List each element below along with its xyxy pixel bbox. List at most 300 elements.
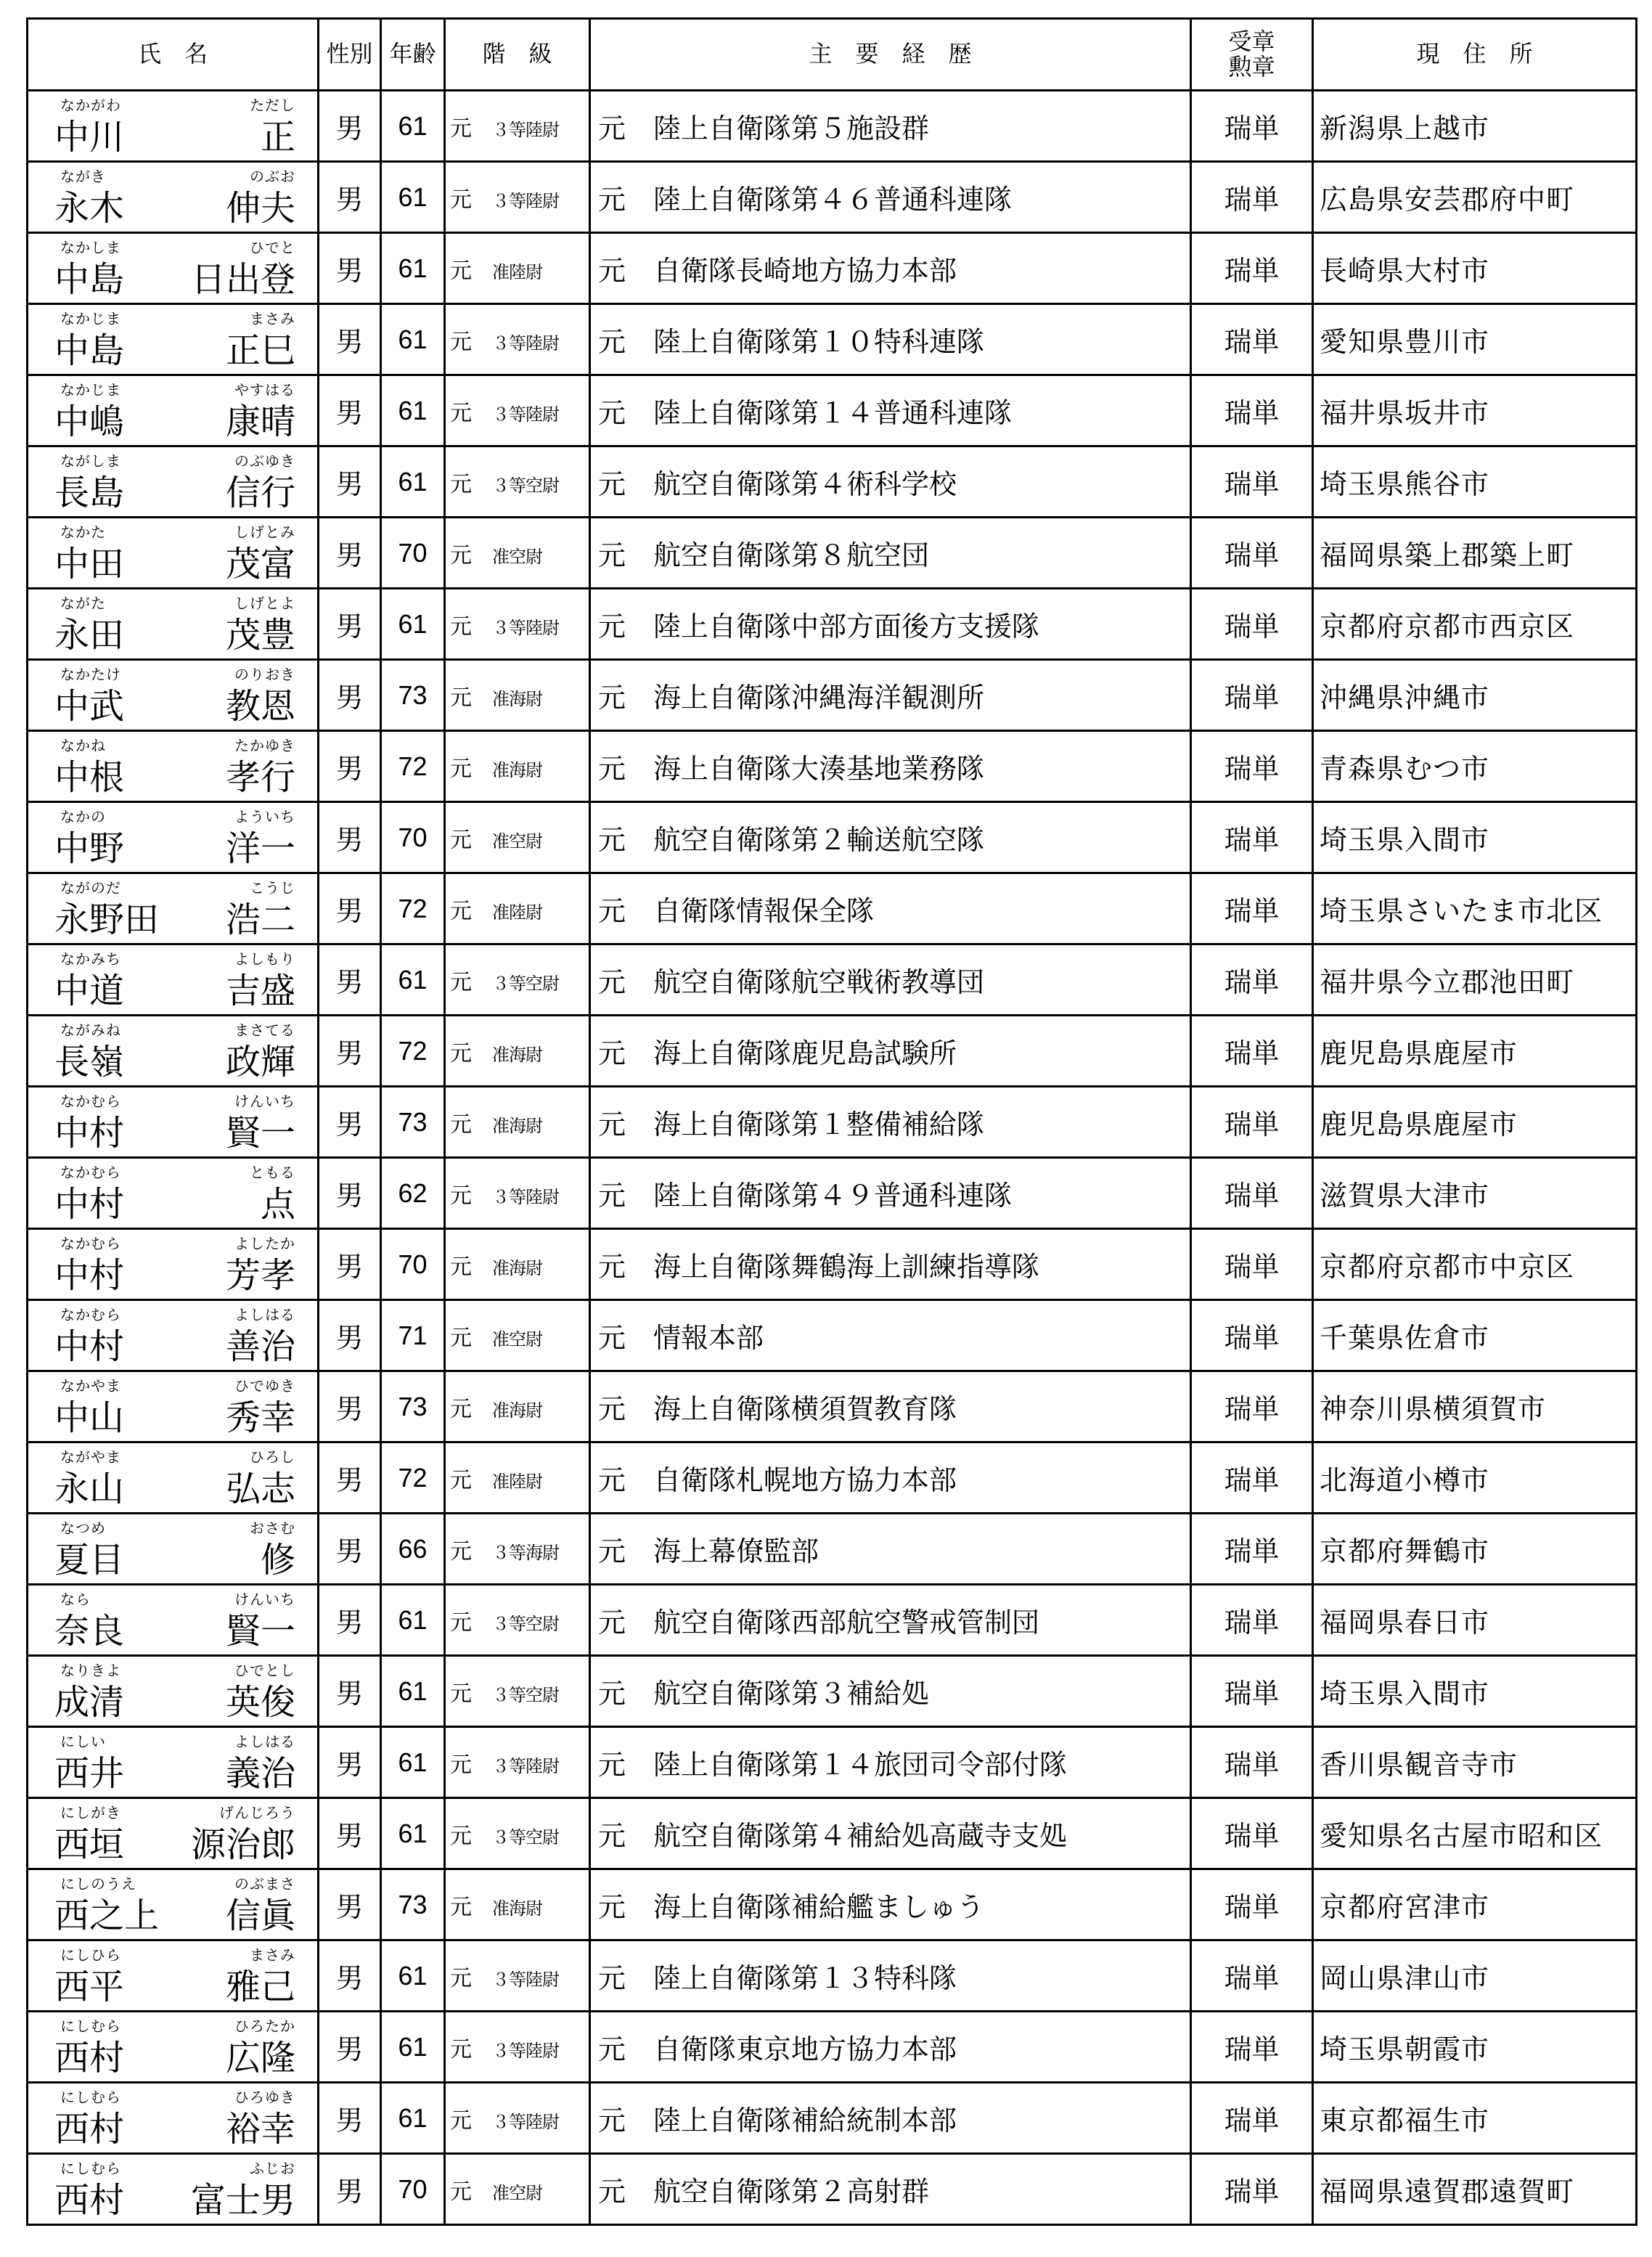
given-name: 信眞 — [225, 1895, 295, 1936]
decoration-cell: 瑞単 — [1191, 944, 1313, 1016]
surname-furigana: なかじま — [60, 310, 121, 327]
table-row — [28, 873, 1637, 944]
rank-prefix: 元 — [450, 1325, 472, 1351]
name-furigana — [60, 98, 295, 113]
rank-cell — [445, 1940, 590, 2012]
rank-prefix: 元 — [450, 2036, 472, 2062]
surname: 西村 — [54, 2180, 125, 2221]
career-cell — [590, 1727, 1191, 1798]
surname-furigana: ながのだ — [60, 879, 121, 897]
surname-furigana: なかね — [60, 737, 106, 754]
rank-cell — [445, 162, 590, 233]
table-row — [28, 2083, 1637, 2154]
surname-furigana: ながやま — [60, 1448, 121, 1466]
given-name: 修 — [260, 1540, 295, 1580]
career-cell — [590, 1585, 1191, 1656]
address-cell: 広島県安芸郡府中町 — [1313, 162, 1637, 233]
given-name: 正巳 — [225, 330, 295, 371]
career-value: 航空自衛隊第２高射群 — [653, 2176, 930, 2208]
decoration-cell: 瑞単 — [1191, 446, 1313, 518]
name-kanji — [54, 1824, 295, 1865]
table-header-row — [28, 19, 1637, 91]
career-prefix: 元 — [598, 1180, 626, 1212]
surname: 中野 — [54, 828, 125, 869]
career-value: 海上自衛隊第１整備補給隊 — [653, 1109, 985, 1140]
surname-furigana: なりきよ — [60, 1662, 121, 1679]
career-prefix: 元 — [598, 184, 626, 216]
given-name-furigana: おさむ — [250, 1519, 295, 1537]
decoration-cell: 瑞単 — [1191, 1869, 1313, 1940]
career-value: 海上自衛隊横須賀教育隊 — [653, 1393, 957, 1425]
given-name: 康晴 — [225, 401, 295, 442]
sex-cell: 男 — [319, 1869, 381, 1940]
name-cell — [28, 1371, 319, 1442]
name-furigana — [60, 169, 295, 184]
given-name: 浩二 — [225, 899, 295, 940]
career-cell — [590, 375, 1191, 446]
given-name: 吉盛 — [225, 971, 295, 1011]
career-cell — [590, 731, 1191, 802]
age-cell: 73 — [381, 660, 445, 731]
name-cell — [28, 802, 319, 873]
name-kanji — [54, 2038, 295, 2078]
decoration-cell: 瑞単 — [1191, 1940, 1313, 2012]
surname: 中村 — [54, 1113, 125, 1154]
surname-furigana: にしむら — [60, 2089, 121, 2106]
career-prefix: 元 — [598, 539, 626, 571]
sex-cell: 男 — [319, 1656, 381, 1727]
sex-cell: 男 — [319, 1016, 381, 1087]
given-name-furigana: ともる — [250, 1164, 295, 1181]
career-prefix: 元 — [598, 326, 626, 358]
surname: 奈良 — [54, 1611, 125, 1652]
rank-value: ３等海尉 — [492, 1542, 559, 1563]
decoration-cell: 瑞単 — [1191, 1087, 1313, 1158]
surname-furigana: にしひら — [60, 1946, 121, 1964]
given-name-furigana: のりおき — [234, 666, 295, 683]
decoration-cell: 瑞単 — [1191, 802, 1313, 873]
rank-prefix: 元 — [450, 1752, 472, 1778]
name-furigana — [60, 1307, 295, 1322]
rank-value: 准海尉 — [492, 1400, 542, 1421]
career-prefix: 元 — [598, 113, 626, 144]
career-prefix: 元 — [598, 966, 626, 998]
career-value: 陸上自衛隊第１４旅団司令部付隊 — [653, 1749, 1068, 1781]
surname-furigana: なかがわ — [60, 97, 121, 114]
header-sex: 性別 — [319, 19, 381, 91]
table-row — [28, 1940, 1637, 2012]
given-name-furigana: ひでとし — [234, 1662, 295, 1679]
header-decoration — [1191, 19, 1313, 91]
surname: 西村 — [54, 2038, 125, 2078]
name-furigana — [60, 2019, 295, 2033]
rank-cell — [445, 1869, 590, 1940]
career-prefix: 元 — [598, 2176, 626, 2208]
name-cell — [28, 944, 319, 1016]
name-cell — [28, 2154, 319, 2225]
given-name-furigana: しげとみ — [234, 523, 295, 541]
career-value: 航空自衛隊航空戦術教導団 — [653, 966, 985, 998]
rank-value: 准空尉 — [492, 546, 542, 567]
surname-furigana: なかやま — [60, 1377, 121, 1395]
name-furigana — [60, 1165, 295, 1180]
name-cell — [28, 1158, 319, 1229]
decoration-cell: 瑞単 — [1191, 518, 1313, 589]
rank-prefix: 元 — [450, 898, 472, 924]
table-row — [28, 304, 1637, 375]
sex-cell: 男 — [319, 1371, 381, 1442]
career-cell — [590, 2083, 1191, 2154]
sex-cell: 男 — [319, 91, 381, 162]
rank-cell — [445, 2012, 590, 2083]
header-rank: 階 級 — [445, 19, 590, 91]
rank-value: ３等陸尉 — [492, 404, 559, 425]
age-cell: 61 — [381, 162, 445, 233]
surname-furigana: なつめ — [60, 1519, 106, 1537]
name-kanji — [54, 259, 295, 300]
name-furigana — [60, 1094, 295, 1109]
age-cell: 72 — [381, 1016, 445, 1087]
rank-cell — [445, 1727, 590, 1798]
career-cell — [590, 162, 1191, 233]
career-prefix: 元 — [598, 1962, 626, 1994]
rank-cell — [445, 1442, 590, 1514]
rank-value: 准海尉 — [492, 1115, 542, 1136]
name-kanji — [54, 686, 295, 727]
career-value: 陸上自衛隊第４６普通科連隊 — [653, 184, 1013, 216]
rank-prefix: 元 — [450, 1681, 472, 1707]
age-cell: 70 — [381, 802, 445, 873]
rank-value: ３等陸尉 — [492, 119, 559, 140]
age-cell: 61 — [381, 233, 445, 304]
name-cell — [28, 1727, 319, 1798]
name-kanji — [54, 757, 295, 798]
name-kanji — [54, 1184, 295, 1225]
table-row — [28, 802, 1637, 873]
rank-prefix: 元 — [450, 613, 472, 640]
name-kanji — [54, 330, 295, 371]
given-name: 義治 — [225, 1753, 295, 1794]
table-row — [28, 1371, 1637, 1442]
given-name-furigana: やすはる — [234, 381, 295, 399]
name-furigana — [60, 1948, 295, 1962]
rank-cell — [445, 375, 590, 446]
name-cell — [28, 91, 319, 162]
career-cell — [590, 91, 1191, 162]
given-name-furigana: よしはる — [234, 1733, 295, 1750]
given-name: 広隆 — [225, 2038, 295, 2078]
surname-furigana: なかむら — [60, 1164, 121, 1181]
header-name: 氏 名 — [28, 19, 319, 91]
given-name: 賢一 — [225, 1113, 295, 1154]
table-row — [28, 660, 1637, 731]
career-cell — [590, 802, 1191, 873]
sex-cell: 男 — [319, 1442, 381, 1514]
career-cell — [590, 1656, 1191, 1727]
rank-cell — [445, 91, 590, 162]
name-furigana — [60, 311, 295, 326]
address-cell: 愛知県豊川市 — [1313, 304, 1637, 375]
rank-cell — [445, 2154, 590, 2225]
header-age: 年齢 — [381, 19, 445, 91]
name-furigana — [60, 809, 295, 824]
given-name-furigana: ひろたか — [234, 2017, 295, 2035]
career-value: 海上自衛隊補給艦ましゅう — [653, 1891, 985, 1923]
sex-cell: 男 — [319, 1300, 381, 1371]
address-cell: 神奈川県横須賀市 — [1313, 1371, 1637, 1442]
rank-prefix: 元 — [450, 2107, 472, 2134]
rank-value: ３等陸尉 — [492, 1969, 559, 1990]
surname: 永田 — [54, 615, 125, 656]
decoration-cell: 瑞単 — [1191, 2154, 1313, 2225]
rank-value: ３等陸尉 — [492, 2111, 559, 2132]
name-furigana — [60, 1521, 295, 1535]
sex-cell: 男 — [319, 1727, 381, 1798]
address-cell: 東京都福生市 — [1313, 2083, 1637, 2154]
decoration-cell: 瑞単 — [1191, 1442, 1313, 1514]
rank-value: ３等陸尉 — [492, 1755, 559, 1776]
rank-cell — [445, 1229, 590, 1300]
decoration-cell: 瑞単 — [1191, 375, 1313, 446]
name-kanji — [54, 1042, 295, 1082]
career-cell — [590, 1798, 1191, 1869]
rank-cell — [445, 233, 590, 304]
table-row — [28, 1656, 1637, 1727]
header-decoration-line1: 受章 — [1228, 27, 1275, 55]
career-value: 自衛隊札幌地方協力本部 — [653, 1464, 957, 1496]
table-row — [28, 518, 1637, 589]
table-row — [28, 1016, 1637, 1087]
name-cell — [28, 162, 319, 233]
surname-furigana: にしむら — [60, 2017, 121, 2035]
surname: 中島 — [54, 259, 125, 300]
name-furigana — [60, 1379, 295, 1393]
rank-cell — [445, 1798, 590, 1869]
header-decoration-line2: 勲章 — [1228, 53, 1275, 81]
table-row — [28, 1300, 1637, 1371]
name-furigana — [60, 1450, 295, 1464]
rank-cell — [445, 1158, 590, 1229]
rank-prefix: 元 — [450, 685, 472, 711]
sex-cell: 男 — [319, 2154, 381, 2225]
name-kanji — [54, 1895, 295, 1936]
age-cell: 70 — [381, 1229, 445, 1300]
career-cell — [590, 944, 1191, 1016]
rank-prefix: 元 — [450, 1609, 472, 1636]
address-cell: 埼玉県朝霞市 — [1313, 2012, 1637, 2083]
rank-prefix: 元 — [450, 1183, 472, 1209]
career-prefix: 元 — [598, 1251, 626, 1283]
name-furigana — [60, 881, 295, 895]
given-name-furigana: ひでと — [250, 239, 295, 256]
rank-value: ３等陸尉 — [492, 2040, 559, 2061]
career-prefix: 元 — [598, 1820, 626, 1852]
career-value: 情報本部 — [653, 1322, 764, 1354]
sex-cell: 男 — [319, 589, 381, 660]
name-cell — [28, 2012, 319, 2083]
rank-value: ３等陸尉 — [492, 617, 559, 638]
decoration-cell: 瑞単 — [1191, 1798, 1313, 1869]
given-name-furigana: ひでゆき — [234, 1377, 295, 1395]
sex-cell: 男 — [319, 1087, 381, 1158]
rank-cell — [445, 660, 590, 731]
name-kanji — [54, 1113, 295, 1154]
name-cell — [28, 304, 319, 375]
given-name-furigana: けんいち — [234, 1093, 295, 1110]
given-name: 善治 — [225, 1326, 295, 1367]
given-name-furigana: げんじろう — [219, 1804, 295, 1821]
sex-cell: 男 — [319, 2012, 381, 2083]
surname-furigana: なかの — [60, 808, 106, 825]
rank-prefix: 元 — [450, 1965, 472, 1991]
surname: 中村 — [54, 1184, 125, 1225]
table-row — [28, 446, 1637, 518]
name-cell — [28, 873, 319, 944]
rank-prefix: 元 — [450, 115, 472, 142]
name-kanji — [54, 544, 295, 584]
sex-cell: 男 — [319, 660, 381, 731]
career-value: 陸上自衛隊第１３特科隊 — [653, 1962, 957, 1994]
career-cell — [590, 304, 1191, 375]
address-cell: 福井県今立郡池田町 — [1313, 944, 1637, 1016]
age-cell: 71 — [381, 1300, 445, 1371]
career-cell — [590, 1869, 1191, 1940]
name-furigana — [60, 1734, 295, 1749]
name-cell — [28, 1514, 319, 1585]
sex-cell: 男 — [319, 375, 381, 446]
address-cell: 青森県むつ市 — [1313, 731, 1637, 802]
rank-prefix: 元 — [450, 400, 472, 426]
given-name-furigana: のぶお — [250, 168, 295, 185]
given-name-furigana: ふじお — [250, 2160, 295, 2177]
career-cell — [590, 589, 1191, 660]
sex-cell: 男 — [319, 446, 381, 518]
surname-furigana: ながしま — [60, 452, 121, 470]
table-row — [28, 1798, 1637, 1869]
age-cell: 72 — [381, 1442, 445, 1514]
decoration-cell: 瑞単 — [1191, 731, 1313, 802]
name-cell — [28, 589, 319, 660]
career-value: 航空自衛隊第４補給処高蔵寺支処 — [653, 1820, 1068, 1852]
surname-furigana: なかむら — [60, 1306, 121, 1323]
name-furigana — [60, 454, 295, 468]
age-cell: 73 — [381, 1087, 445, 1158]
name-cell — [28, 1442, 319, 1514]
rank-cell — [445, 1087, 590, 1158]
career-cell — [590, 660, 1191, 731]
given-name: 伸夫 — [225, 188, 295, 229]
table-row — [28, 1229, 1637, 1300]
rank-value: ３等陸尉 — [492, 332, 559, 354]
sex-cell: 男 — [319, 1940, 381, 2012]
name-cell — [28, 1229, 319, 1300]
name-cell — [28, 446, 319, 518]
name-cell — [28, 1940, 319, 2012]
rank-value: 准陸尉 — [492, 902, 542, 923]
address-cell: 埼玉県入間市 — [1313, 1656, 1637, 1727]
age-cell: 61 — [381, 2012, 445, 2083]
table-row — [28, 944, 1637, 1016]
rank-value: 准海尉 — [492, 1044, 542, 1065]
name-furigana — [60, 1663, 295, 1678]
table-body — [28, 91, 1637, 2225]
given-name: 洋一 — [225, 828, 295, 869]
surname-furigana: なら — [60, 1591, 91, 1608]
decoration-cell: 瑞単 — [1191, 1656, 1313, 1727]
career-cell — [590, 1940, 1191, 2012]
age-cell: 73 — [381, 1371, 445, 1442]
name-cell — [28, 1300, 319, 1371]
name-furigana — [60, 240, 295, 255]
address-cell: 北海道小樽市 — [1313, 1442, 1637, 1514]
name-kanji — [54, 1611, 295, 1652]
rank-cell — [445, 518, 590, 589]
career-value: 自衛隊情報保全隊 — [653, 895, 875, 927]
rank-value: ３等空尉 — [492, 475, 559, 496]
rank-prefix: 元 — [450, 329, 472, 355]
given-name: 雅己 — [225, 1967, 295, 2007]
given-name-furigana: しげとよ — [234, 595, 295, 612]
table-row — [28, 1442, 1637, 1514]
name-cell — [28, 660, 319, 731]
name-kanji — [54, 1682, 295, 1723]
address-cell: 埼玉県さいたま市北区 — [1313, 873, 1637, 944]
career-value: 海上自衛隊鹿児島試験所 — [653, 1037, 957, 1069]
table-row — [28, 162, 1637, 233]
table-row — [28, 1158, 1637, 1229]
rank-value: 准空尉 — [492, 830, 542, 852]
career-prefix: 元 — [598, 255, 626, 287]
header-career: 主 要 経 歴 — [590, 19, 1191, 91]
table-row — [28, 731, 1637, 802]
age-cell: 66 — [381, 1514, 445, 1585]
rank-cell — [445, 1585, 590, 1656]
surname-furigana: にしのうえ — [60, 1875, 136, 1893]
table-row — [28, 1585, 1637, 1656]
career-value: 航空自衛隊第３補給処 — [653, 1678, 930, 1710]
given-name: 孝行 — [225, 757, 295, 798]
sex-cell: 男 — [319, 518, 381, 589]
rank-prefix: 元 — [450, 1040, 472, 1066]
career-prefix: 元 — [598, 397, 626, 429]
surname: 西垣 — [54, 1824, 125, 1865]
decoration-cell: 瑞単 — [1191, 2012, 1313, 2083]
address-cell: 埼玉県熊谷市 — [1313, 446, 1637, 518]
surname: 中道 — [54, 971, 125, 1011]
career-value: 自衛隊東京地方協力本部 — [653, 2033, 957, 2065]
career-cell — [590, 1229, 1191, 1300]
decoration-cell: 瑞単 — [1191, 1727, 1313, 1798]
surname-furigana: なかたけ — [60, 666, 121, 683]
decoration-cell: 瑞単 — [1191, 1016, 1313, 1087]
address-cell: 滋賀県大津市 — [1313, 1158, 1637, 1229]
career-prefix: 元 — [598, 824, 626, 856]
rank-value: 准海尉 — [492, 688, 542, 709]
age-cell: 61 — [381, 1940, 445, 2012]
name-furigana — [60, 952, 295, 966]
career-cell — [590, 446, 1191, 518]
age-cell: 61 — [381, 944, 445, 1016]
address-cell: 新潟県上越市 — [1313, 91, 1637, 162]
rank-cell — [445, 873, 590, 944]
given-name-furigana: まさてる — [234, 1021, 295, 1039]
given-name-furigana: けんいち — [234, 1591, 295, 1608]
given-name-furigana: よういち — [234, 808, 295, 825]
career-value: 海上自衛隊舞鶴海上訓練指導隊 — [653, 1251, 1040, 1283]
surname: 中根 — [54, 757, 125, 798]
name-cell — [28, 1869, 319, 1940]
name-kanji — [54, 899, 295, 940]
